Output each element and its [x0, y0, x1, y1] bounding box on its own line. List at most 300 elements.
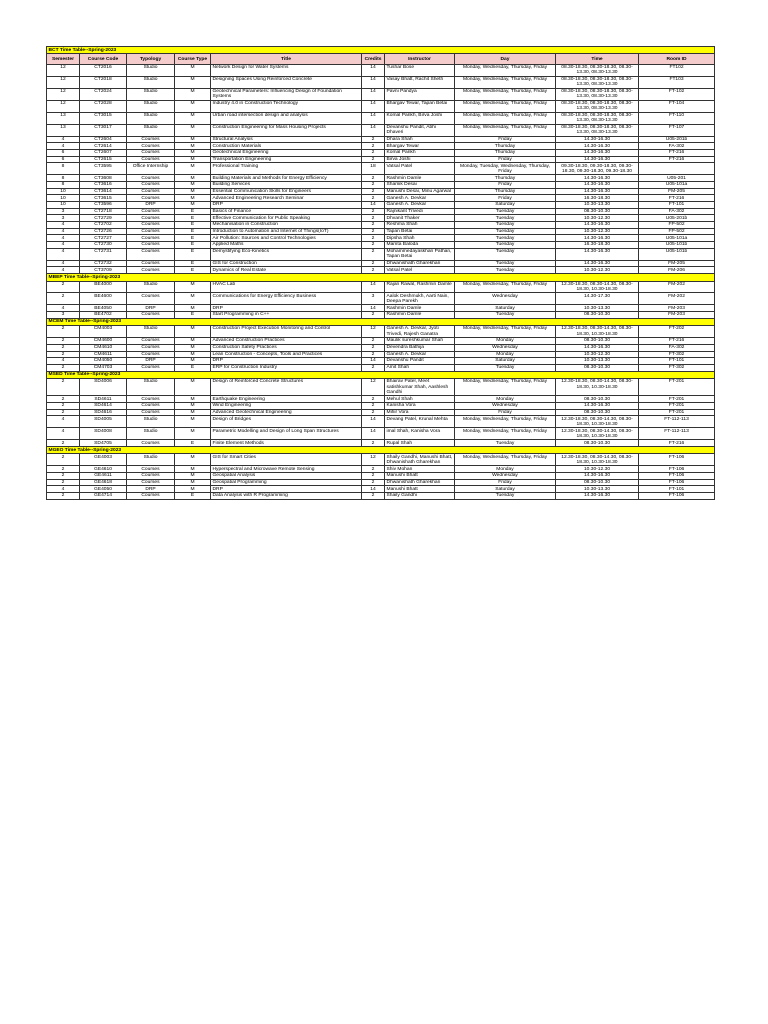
typology-cell: Courses	[127, 267, 175, 274]
title-cell: Lean Construction - Concepts, Tools and Practices	[211, 351, 362, 358]
semester-cell: 4	[47, 143, 80, 150]
title-cell: Effective Communication for Public Speaking	[211, 215, 362, 222]
semester-cell: 10	[47, 188, 80, 195]
room-cell: FM-203	[639, 305, 715, 312]
table-row	[47, 358, 715, 365]
semester-cell: 2	[47, 281, 80, 293]
instructor-cell: Shamik Desai	[385, 182, 455, 189]
day-cell: Monday, Wednesday, Thursday, Friday	[455, 379, 556, 396]
instructor-cell: Dipsha Shah	[385, 235, 455, 242]
table-row	[47, 124, 715, 136]
semester-cell: 4	[47, 358, 80, 365]
time-cell: 08.30-18.30, 08.30-18.30, 08.30-13.30, 08.30-13.30	[556, 76, 639, 88]
credits-cell: 12	[362, 454, 385, 466]
time-cell: 10.30-12.30	[556, 351, 639, 358]
table-row	[47, 163, 715, 175]
course-type-cell: M	[175, 202, 211, 209]
time-cell: 14.30-17.30	[556, 293, 639, 305]
section-title: MCEM Time Table--Spring-2023	[47, 318, 715, 325]
instructor-cell: Mamta Baloda	[385, 242, 455, 249]
typology-cell: Studio	[127, 112, 175, 124]
day-cell: Thursday	[455, 143, 556, 150]
time-cell: 08.30-10.30	[556, 440, 639, 447]
credits-cell: 2	[362, 403, 385, 410]
credits-cell: 14	[362, 112, 385, 124]
course-code-cell: GE4050	[80, 486, 127, 493]
semester-cell: 8	[47, 182, 80, 189]
course-code-cell: CT2718	[80, 208, 127, 215]
course-code-cell: CT2729	[80, 215, 127, 222]
instructor-cell: Vatsal Patel	[385, 267, 455, 274]
course-code-cell: CT2732	[80, 260, 127, 267]
course-code-cell: CT3616	[80, 182, 127, 189]
table-row	[47, 479, 715, 486]
time-cell: 12.30-18.30, 08.30-14.30, 08.30-18.30, 10.30-18.30	[556, 281, 639, 293]
course-type-cell: E	[175, 208, 211, 215]
title-cell: Essential Communication Skills for Engineers	[211, 188, 362, 195]
title-cell: Geospatial Programming	[211, 479, 362, 486]
time-cell: 10.30-12.30	[556, 215, 639, 222]
room-cell: FT102	[639, 64, 715, 76]
course-code-cell: SD4705	[80, 440, 127, 447]
semester-cell: 2	[47, 396, 80, 403]
course-code-cell: SD4614	[80, 403, 127, 410]
semester-cell: 6	[47, 150, 80, 157]
course-type-cell: M	[175, 100, 211, 112]
course-type-cell: M	[175, 136, 211, 143]
course-type-cell: M	[175, 143, 211, 150]
table-row	[47, 208, 715, 215]
semester-cell: 10	[47, 202, 80, 209]
time-cell: 10.30-12.30	[556, 466, 639, 473]
room-cell: FT-202	[639, 326, 715, 338]
typology-cell: Studio	[127, 428, 175, 440]
time-cell: 08.30-18.30, 08.30-18.30, 08.30-13.30, 08.30-13.30	[556, 100, 639, 112]
credits-cell: 2	[362, 188, 385, 195]
day-cell: Tuesday	[455, 248, 556, 260]
title-cell: DRP	[211, 486, 362, 493]
typology-cell: Courses	[127, 338, 175, 345]
course-code-cell: CT3596	[80, 202, 127, 209]
day-cell: Monday, Tuesday, Wednesday, Thursday, Friday	[455, 163, 556, 175]
section-title: MBEP Time Table--Spring-2023	[47, 274, 715, 281]
instructor-cell: Vatsal Patel	[385, 163, 455, 175]
title-cell: Mechanisation in Construction	[211, 222, 362, 229]
course-code-cell: CT2731	[80, 248, 127, 260]
course-type-cell: E	[175, 260, 211, 267]
course-code-cell: CT2702	[80, 222, 127, 229]
table-row	[47, 454, 715, 466]
title-cell: Network Design for Water Systems	[211, 64, 362, 76]
typology-cell: Courses	[127, 195, 175, 202]
typology-cell: Courses	[127, 242, 175, 249]
table-row	[47, 267, 715, 274]
course-type-cell: M	[175, 112, 211, 124]
credits-cell: 2	[362, 248, 385, 260]
course-type-cell: M	[175, 76, 211, 88]
instructor-cell: Maulik sureshkumar Shah	[385, 338, 455, 345]
course-code-cell: CT2024	[80, 88, 127, 100]
instructor-cell: Mehul Shah	[385, 396, 455, 403]
instructor-cell: Rupal Shah	[385, 440, 455, 447]
course-code-cell: BE4702	[80, 312, 127, 319]
table-row	[47, 338, 715, 345]
credits-cell: 2	[362, 479, 385, 486]
instructor-cell: Bhargav Tewar, Tapan Betai	[385, 100, 455, 112]
room-cell: FT-216	[639, 440, 715, 447]
semester-cell: 2	[47, 379, 80, 396]
course-type-cell: M	[175, 326, 211, 338]
table-row	[47, 112, 715, 124]
table-row	[47, 143, 715, 150]
credits-cell: 2	[362, 351, 385, 358]
instructor-cell: Dhvanit Thaker	[385, 215, 455, 222]
course-code-cell: CT3595	[80, 163, 127, 175]
course-code-cell: CM4003	[80, 326, 127, 338]
typology-cell: Courses	[127, 493, 175, 500]
section-title-row	[47, 446, 715, 453]
room-cell: U05-201b	[639, 215, 715, 222]
room-cell: FT-216	[639, 156, 715, 163]
course-code-cell: CT2614	[80, 143, 127, 150]
semester-cell: 2	[47, 338, 80, 345]
instructor-cell: Manushi Desai, Minu Agarwal	[385, 188, 455, 195]
instructor-cell: Dhwanishath Gharekhan	[385, 260, 455, 267]
instructor-cell: Ganesh A. Devkar	[385, 202, 455, 209]
table-row	[47, 215, 715, 222]
table-row	[47, 100, 715, 112]
course-type-cell: E	[175, 235, 211, 242]
instructor-cell: Dhwanishath Gharekhan	[385, 479, 455, 486]
credits-cell: 2	[362, 473, 385, 480]
table-row	[47, 222, 715, 229]
course-type-cell: M	[175, 358, 211, 365]
room-cell: FT-106	[639, 473, 715, 480]
room-cell: FT-107	[639, 124, 715, 136]
title-cell: HVAC Lab	[211, 281, 362, 293]
room-cell: FT-110	[639, 112, 715, 124]
day-cell: Monday	[455, 338, 556, 345]
credits-cell: 2	[362, 364, 385, 371]
course-type-cell: M	[175, 305, 211, 312]
course-code-cell: SD4008	[80, 428, 127, 440]
time-cell: 14.30-16.30	[556, 473, 639, 480]
course-type-cell: M	[175, 344, 211, 351]
room-cell: FT-302	[639, 364, 715, 371]
instructor-cell: Mohammedayaskhan Pathan, Tapan Betai	[385, 248, 455, 260]
course-type-cell: M	[175, 64, 211, 76]
instructor-cell: Rashmin Damle	[385, 312, 455, 319]
room-cell: FM-205	[639, 188, 715, 195]
course-code-cell: CT3614	[80, 188, 127, 195]
title-cell: DRP	[211, 305, 362, 312]
typology-cell: Courses	[127, 260, 175, 267]
typology-cell: Courses	[127, 364, 175, 371]
semester-cell: 4	[47, 416, 80, 428]
course-code-cell: GE4611	[80, 473, 127, 480]
time-cell: 14.30-16.30	[556, 344, 639, 351]
course-type-cell: E	[175, 267, 211, 274]
section-title-row	[47, 274, 715, 281]
typology-cell: Courses	[127, 312, 175, 319]
table-row	[47, 440, 715, 447]
title-cell: DRP	[211, 358, 362, 365]
time-cell: 09.30-18.30, 09.30-18.30, 09.30-18.30, 09.30-18.30, 09.30-18.30	[556, 163, 639, 175]
time-cell: 10.30-13.30	[556, 358, 639, 365]
semester-cell: 2	[47, 440, 80, 447]
typology-cell: Courses	[127, 143, 175, 150]
typology-cell: Courses	[127, 235, 175, 242]
instructor-cell: Amit Shah	[385, 364, 455, 371]
day-cell: Wednesday	[455, 403, 556, 410]
title-cell: Design of Reinforced Concrete Structures	[211, 379, 362, 396]
typology-cell: Studio	[127, 88, 175, 100]
instructor-cell: Reshma Shah	[385, 222, 455, 229]
instructor-cell: Ganesh A. Devkar, Jyoti Trivedi, Rajesh Ganatra	[385, 326, 455, 338]
day-cell: Tuesday	[455, 440, 556, 447]
course-type-cell: E	[175, 228, 211, 235]
credits-cell: 2	[362, 396, 385, 403]
credits-cell: 2	[362, 150, 385, 157]
time-cell: 08.30-18.30, 08.30-18.30, 08.30-13.30, 08.30-13.30	[556, 124, 639, 136]
course-type-cell: M	[175, 188, 211, 195]
course-type-cell: E	[175, 440, 211, 447]
course-type-cell: E	[175, 242, 211, 249]
room-cell: FT-302	[639, 351, 715, 358]
time-cell: 14.30-16.30	[556, 136, 639, 143]
room-cell: FT-102	[639, 88, 715, 100]
section-title: BCT Time Table--Spring-2023	[47, 47, 715, 54]
day-cell: Tuesday	[455, 260, 556, 267]
semester-cell: 13	[47, 124, 80, 136]
table-row	[47, 76, 715, 88]
credits-cell: 2	[362, 228, 385, 235]
instructor-cell: Komal Parikh	[385, 150, 455, 157]
room-cell	[639, 163, 715, 175]
typology-cell: Courses	[127, 403, 175, 410]
course-code-cell: BE4600	[80, 293, 127, 305]
day-cell: Wednesday	[455, 293, 556, 305]
day-cell: Monday, Wednesday, Thursday, Friday	[455, 88, 556, 100]
title-cell: Introduction to Automation and Internet of Things(IoT)	[211, 228, 362, 235]
title-cell: Parametric Modelling and Design of Long Span Structures	[211, 428, 362, 440]
time-cell: 14.30-16.30	[556, 235, 639, 242]
day-cell: Friday	[455, 195, 556, 202]
header-instructor: Instructor	[385, 54, 455, 64]
course-code-cell: CM4050	[80, 358, 127, 365]
title-cell: GIS for Smart Cities	[211, 454, 362, 466]
header-time: Time	[556, 54, 639, 64]
time-cell: 14.30-16.30	[556, 150, 639, 157]
course-type-cell: M	[175, 351, 211, 358]
credits-cell: 14	[362, 281, 385, 293]
time-cell: 10.30-13.30	[556, 305, 639, 312]
semester-cell: 4	[47, 267, 80, 274]
typology-cell: Courses	[127, 440, 175, 447]
time-cell: 08.30-10.30	[556, 312, 639, 319]
title-cell: Construction Engineering for Mass Housing Projects	[211, 124, 362, 136]
semester-cell: 2	[47, 473, 80, 480]
course-type-cell: E	[175, 364, 211, 371]
day-cell: Tuesday	[455, 242, 556, 249]
time-cell: 12.30-18.30, 08.30-14.30, 08.30-18.30, 10.30-18.30	[556, 326, 639, 338]
room-cell: FM-202	[639, 281, 715, 293]
header-title: Title	[211, 54, 362, 64]
typology-cell: Courses	[127, 215, 175, 222]
title-cell: Hyperspectral and Microwave Remote Sensing	[211, 466, 362, 473]
typology-cell: Courses	[127, 150, 175, 157]
title-cell: Geospatial Analysis	[211, 473, 362, 480]
time-cell: 10.30-12.30	[556, 267, 639, 274]
table-row	[47, 260, 715, 267]
credits-cell: 14	[362, 88, 385, 100]
semester-cell: 4	[47, 486, 80, 493]
title-cell: Transportation Engineering	[211, 156, 362, 163]
title-cell: Finite Element Methods	[211, 440, 362, 447]
room-cell: U05-201b	[639, 136, 715, 143]
course-type-cell: M	[175, 466, 211, 473]
course-type-cell: E	[175, 215, 211, 222]
table-row	[47, 312, 715, 319]
typology-cell: Courses	[127, 248, 175, 260]
typology-cell: Courses	[127, 473, 175, 480]
typology-cell: Courses	[127, 228, 175, 235]
room-cell: FT-216	[639, 195, 715, 202]
semester-cell: 3	[47, 208, 80, 215]
day-cell: Tuesday	[455, 222, 556, 229]
course-type-cell: M	[175, 88, 211, 100]
day-cell: Wednesday	[455, 473, 556, 480]
time-cell: 14.30-16.30	[556, 175, 639, 182]
day-cell: Friday	[455, 136, 556, 143]
semester-cell: 2	[47, 466, 80, 473]
semester-cell: 4	[47, 242, 80, 249]
title-cell: Demystifying Eco-Kinetics	[211, 248, 362, 260]
credits-cell: 3	[362, 293, 385, 305]
section-title-row	[47, 318, 715, 325]
instructor-cell: Rajnikant Trivedi	[385, 208, 455, 215]
course-code-cell: CT2730	[80, 242, 127, 249]
title-cell: Geotechnical Engineering	[211, 150, 362, 157]
typology-cell: DRP	[127, 202, 175, 209]
credits-cell: 14	[362, 416, 385, 428]
table-row	[47, 364, 715, 371]
typology-cell: Office Internship	[127, 163, 175, 175]
table-row	[47, 175, 715, 182]
credits-cell: 2	[362, 222, 385, 229]
title-cell: Advanced Construction Practices	[211, 338, 362, 345]
semester-cell: 2	[47, 293, 80, 305]
course-type-cell: M	[175, 338, 211, 345]
table-row	[47, 486, 715, 493]
credits-cell: 14	[362, 202, 385, 209]
course-code-cell: CT2727	[80, 235, 127, 242]
credits-cell: 2	[362, 493, 385, 500]
day-cell: Tuesday	[455, 228, 556, 235]
day-cell: Tuesday	[455, 364, 556, 371]
day-cell: Monday, Wednesday, Thursday, Friday	[455, 112, 556, 124]
day-cell: Tuesday	[455, 267, 556, 274]
instructor-cell: Tushar Bose	[385, 64, 455, 76]
time-cell: 08.30-10.30	[556, 364, 639, 371]
course-type-cell: M	[175, 163, 211, 175]
room-cell: FT-106	[639, 454, 715, 466]
table-row	[47, 326, 715, 338]
section-title: MGEO Time Table--Spring-2023	[47, 446, 715, 453]
table-row	[47, 188, 715, 195]
instructor-cell: Devang Patel, Krunal Mehta	[385, 416, 455, 428]
title-cell: Basics of Finance	[211, 208, 362, 215]
room-cell: U05-101b	[639, 242, 715, 249]
room-cell: FT-216	[639, 338, 715, 345]
semester-cell: 4	[47, 428, 80, 440]
time-cell: 14.30-16.30	[556, 188, 639, 195]
time-cell: 12.30-18.30, 08.30-14.30, 08.30-18.30, 10.30-18.30	[556, 379, 639, 396]
header-typology: Typology	[127, 54, 175, 64]
typology-cell: Courses	[127, 293, 175, 305]
credits-cell: 2	[362, 156, 385, 163]
credits-cell: 14	[362, 76, 385, 88]
day-cell: Tuesday	[455, 208, 556, 215]
timetable	[46, 46, 715, 500]
room-cell: FP-502	[639, 222, 715, 229]
typology-cell: Studio	[127, 64, 175, 76]
instructor-cell: Komal Parikh, Birva Joshi	[385, 112, 455, 124]
header-room-id: Room ID	[639, 54, 715, 64]
table-row	[47, 156, 715, 163]
time-cell: 12.30-18.30, 08.30-14.30, 08.30-18.30, 10.30-18.30	[556, 454, 639, 466]
room-cell: U05-101a	[639, 235, 715, 242]
course-code-cell: CT2604	[80, 136, 127, 143]
credits-cell: 14	[362, 428, 385, 440]
credits-cell: 2	[362, 338, 385, 345]
table-row	[47, 466, 715, 473]
instructor-cell: Rajan Rawal, Rashmin Damle	[385, 281, 455, 293]
title-cell: ERP for Construction Industry	[211, 364, 362, 371]
course-code-cell: CT3615	[80, 195, 127, 202]
course-type-cell: M	[175, 195, 211, 202]
room-cell: FT-201	[639, 396, 715, 403]
course-type-cell: M	[175, 150, 211, 157]
header-day: Day	[455, 54, 556, 64]
time-cell: 10.30-13.30	[556, 202, 639, 209]
table-row	[47, 473, 715, 480]
title-cell: Designing Spaces Using Reinforced Concrete	[211, 76, 362, 88]
course-type-cell: M	[175, 379, 211, 396]
time-cell: 12.30-18.30, 08.30-14.30, 08.30-18.30, 10.30-18.30	[556, 416, 639, 428]
room-cell: U05-201	[639, 175, 715, 182]
semester-cell: 12	[47, 100, 80, 112]
semester-cell: 2	[47, 479, 80, 486]
course-type-cell: M	[175, 124, 211, 136]
semester-cell: 4	[47, 222, 80, 229]
instructor-cell: Devanshu Pandit	[385, 358, 455, 365]
course-code-cell: CT2028	[80, 100, 127, 112]
course-type-cell: M	[175, 293, 211, 305]
day-cell: Monday, Wednesday, Thursday, Friday	[455, 124, 556, 136]
table-row	[47, 136, 715, 143]
course-code-cell: CM4703	[80, 364, 127, 371]
title-cell: Geotechnical Parameters: Influencing Design of Foundation Systems	[211, 88, 362, 100]
typology-cell: DRP	[127, 305, 175, 312]
course-code-cell: SD4005	[80, 416, 127, 428]
semester-cell: 8	[47, 163, 80, 175]
day-cell: Tuesday	[455, 493, 556, 500]
credits-cell: 12	[362, 379, 385, 396]
time-cell: 10.30-13.30	[556, 486, 639, 493]
title-cell: Urban road intersection design and analysis	[211, 112, 362, 124]
title-cell: Construction Project Execution Monitoring and Control	[211, 326, 362, 338]
